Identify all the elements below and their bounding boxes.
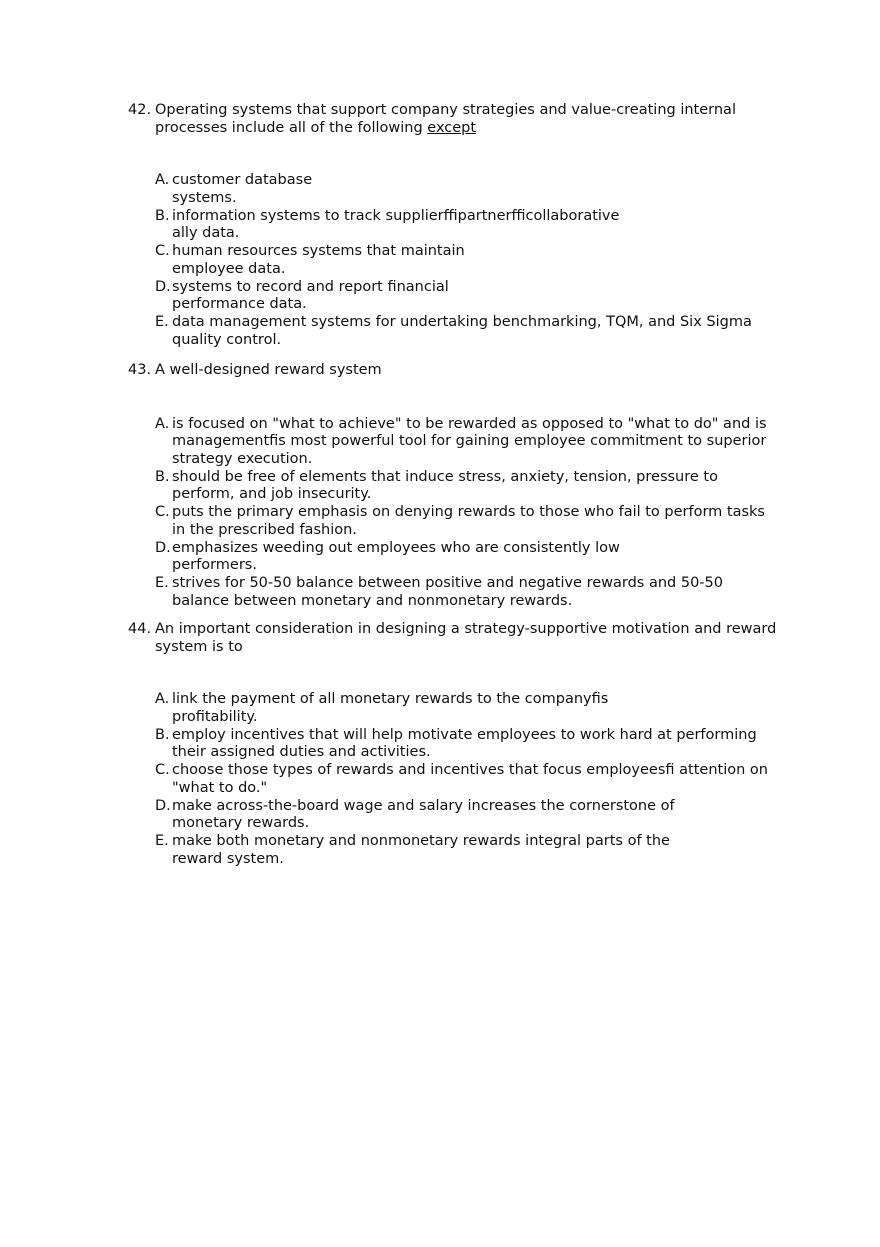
option-text-line: should be free of elements that induce stress, anxiety, tension, pressure to — [172, 468, 718, 485]
option-text-line: employ incentives that will help motivate employees to work hard at performing — [172, 726, 757, 743]
question-text-main: Operating systems that support company strategies and value-creating internal processes include all of the following — [155, 102, 736, 136]
option-text-line: puts the primary emphasis on denying rewards to those who fail to perform tasks — [172, 504, 765, 520]
option-text-line: their assigned duties and activities. — [172, 744, 431, 760]
question-stem — [128, 621, 778, 656]
answer-options — [128, 172, 778, 349]
answer-options — [128, 691, 778, 868]
question-number: 43. — [128, 362, 152, 378]
option-d — [128, 798, 778, 833]
option-e — [128, 833, 778, 868]
option-b — [128, 727, 778, 762]
answer-options — [128, 416, 778, 611]
option-text-line: managementfis most powerful tool for gaining employee commitment to superior — [172, 433, 767, 449]
option-letter: A. — [155, 691, 170, 707]
option-letter: A. — [155, 172, 170, 188]
option-d — [128, 279, 778, 314]
option-letter: D. — [155, 797, 171, 814]
option-a — [128, 172, 778, 207]
option-text-line: ally data. — [172, 225, 240, 241]
option-letter: E. — [155, 833, 169, 849]
option-a — [128, 416, 778, 469]
option-text-line: "what to do." — [172, 779, 268, 796]
option-text-line: information systems to track supplierffipartnerfficollaborative — [172, 207, 620, 224]
option-text-line: make across-the-board wage and salary increases the cornerstone of — [172, 797, 675, 814]
option-text-line: performers. — [172, 557, 257, 573]
option-text-line: emphasizes weeding out employees who are consistently low — [172, 539, 620, 556]
option-letter: C. — [155, 504, 170, 520]
option-text-line: strives for 50-50 balance between positive and negative rewards and 50-50 — [172, 575, 723, 591]
option-a — [128, 691, 778, 726]
option-text-line: in the prescribed fashion. — [172, 521, 357, 538]
option-c — [128, 504, 778, 539]
question-44 — [128, 621, 778, 869]
option-text-line: systems to record and report financial — [172, 278, 449, 295]
option-text-line: link the payment of all monetary rewards to the companyfis — [172, 691, 609, 707]
option-letter: A. — [155, 415, 170, 432]
option-text-line: customer database — [172, 172, 313, 188]
question-text: A well-designed reward system — [155, 362, 382, 378]
question-text-line: system is to — [155, 638, 243, 655]
option-text-line: reward system. — [172, 850, 284, 867]
question-43 — [128, 362, 778, 611]
question-stem — [128, 102, 778, 137]
option-letter: B. — [155, 468, 170, 485]
option-b — [128, 208, 778, 243]
option-letter: B. — [155, 207, 170, 224]
question-text — [155, 102, 778, 137]
question-stem — [128, 362, 778, 380]
option-text-line: is focused on "what to achieve" to be rewarded as opposed to "what to do" and is — [172, 415, 767, 432]
option-letter: E. — [155, 314, 169, 330]
option-text-line: human resources systems that maintain — [172, 243, 465, 259]
option-c — [128, 762, 778, 797]
option-text-line: choose those types of rewards and incentives that focus employeesfi attention on — [172, 762, 768, 778]
option-text-line: monetary rewards. — [172, 815, 310, 831]
option-letter: E. — [155, 575, 169, 591]
option-e — [128, 575, 778, 610]
option-text-line: quality control. — [172, 331, 282, 348]
question-number: 44. — [128, 621, 152, 637]
option-text-line: systems. — [172, 189, 237, 206]
option-letter: C. — [155, 762, 170, 778]
option-letter: D. — [155, 278, 171, 295]
option-d — [128, 540, 778, 575]
option-c — [128, 243, 778, 278]
option-text-line: employee data. — [172, 260, 286, 277]
option-letter: C. — [155, 243, 170, 259]
option-e — [128, 314, 778, 349]
question-number: 42. — [128, 102, 152, 118]
option-letter: B. — [155, 726, 170, 743]
option-text-line: performance data. — [172, 296, 307, 312]
option-text-line: perform, and job insecurity. — [172, 486, 372, 502]
question-42 — [128, 102, 778, 350]
option-text-line: balance between monetary and nonmonetary rewards. — [172, 592, 573, 609]
option-letter: D. — [155, 539, 171, 556]
option-text-line: data management systems for undertaking benchmarking, TQM, and Six Sigma — [172, 314, 752, 330]
option-text-line: make both monetary and nonmonetary rewards integral parts of the — [172, 833, 670, 849]
option-text-line: profitability. — [172, 708, 258, 725]
question-emphasis: except — [427, 119, 477, 136]
question-text-line: An important consideration in designing a strategy-supportive motivation and reward — [155, 621, 777, 637]
question-text — [155, 621, 778, 656]
option-text-line: strategy execution. — [172, 450, 313, 467]
option-b — [128, 469, 778, 504]
